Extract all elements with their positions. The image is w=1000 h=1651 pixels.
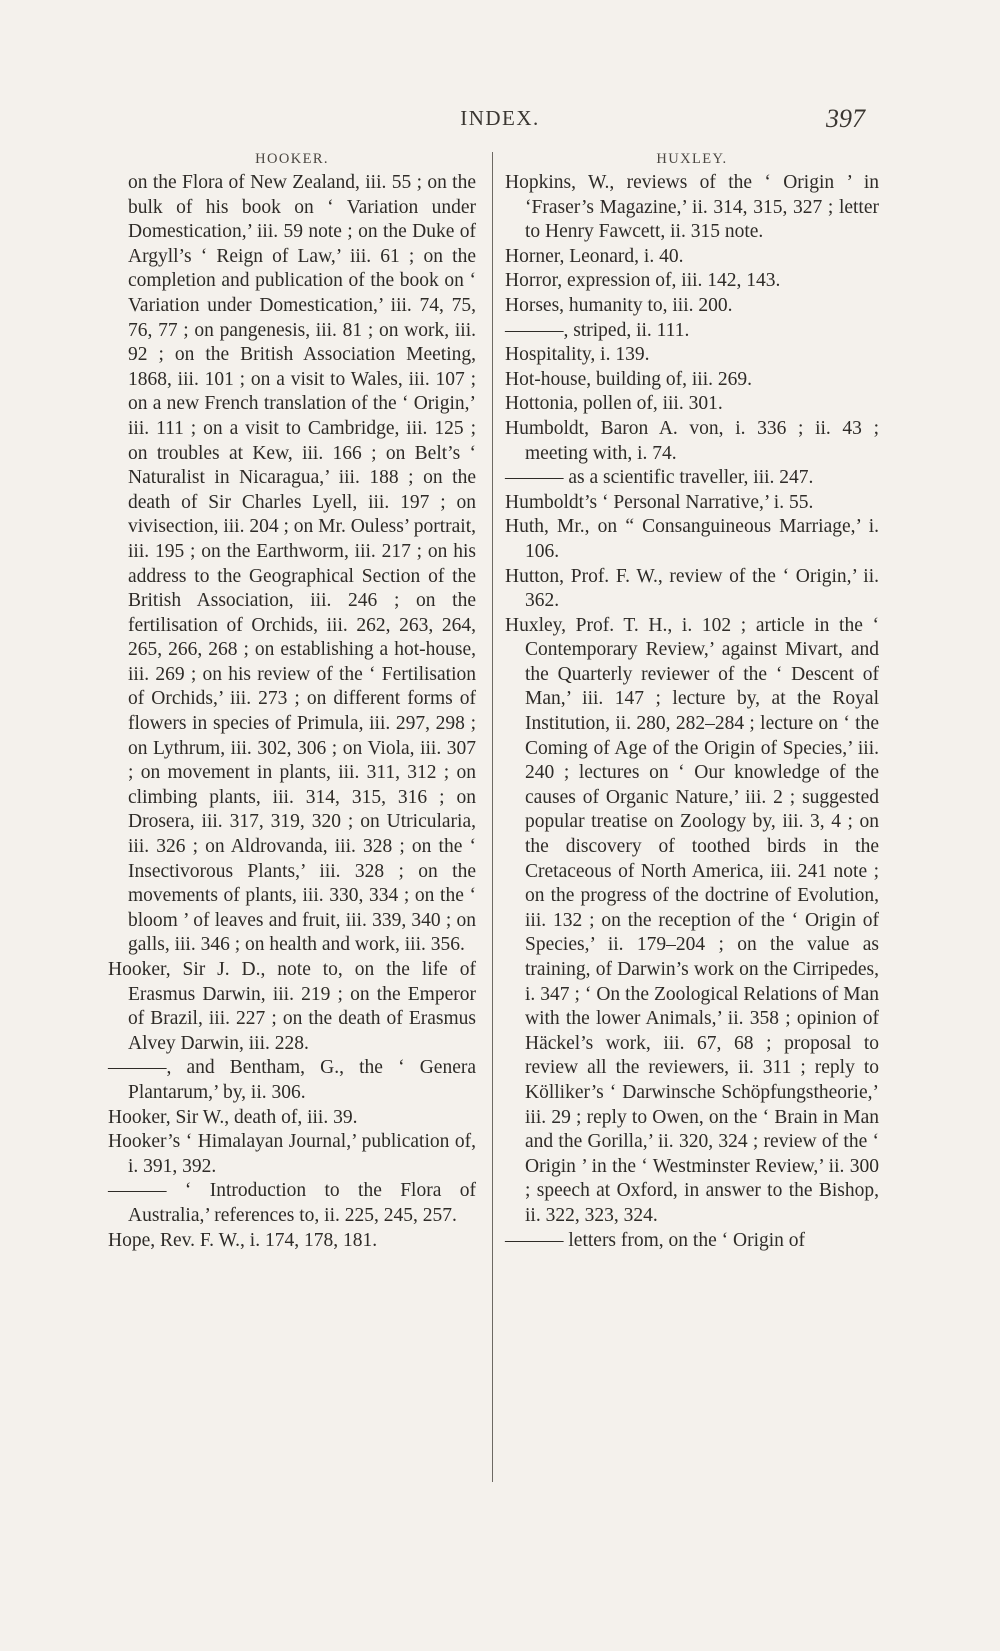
index-entry: Horner, Leonard, i. 40. <box>505 245 684 267</box>
index-entry: Hooker’s ‘ Himalayan Journal,’ publication of, i. 391, 392. <box>108 1131 476 1177</box>
index-entry: ——— as a scientific traveller, iii. 247. <box>505 467 814 489</box>
index-entry: Hospitality, i. 139. <box>505 344 650 366</box>
left-column <box>108 150 476 1253</box>
index-entry: Hooker, Sir J. D., note to, on the life of Erasmus Darwin, iii. 219 ; on the Emperor of Brazil, iii. 227 ; on the death of Erasmus Alvey Darwin, iii. 228. <box>108 959 476 1054</box>
index-entry: ———, and Bentham, G., the ‘ Genera Plantarum,’ by, ii. 306. <box>108 1057 476 1103</box>
index-entry: on the Flora of New Zealand, iii. 55 ; on the bulk of his book on ‘ Variation under Domestication,’ iii. 59 note ; on the Duke of Argyll’s ‘ Reign of Law,’ iii. 61 ; on the completion and publication of the book on ‘ Variation under Domestication,’ iii. 74, 75, 76, 77 ; on pangenesis, iii. 81 ; on work, iii. 92 ; on the British Association Meeting, 1868, iii. 101 ; on a visit to Wales, iii. 107 ; on a new French translation of the ‘ Origin,’ iii. 111 ; on a visit to Cambridge, iii. 125 ; on troubles at Kew, iii. 166 ; on Belt’s ‘ Naturalist in Nicaragua,’ iii. 188 ; on the death of Sir Charles Lyell, iii. 197 ; on vivisection, iii. 204 ; on Mr. Ouless’ portrait, iii. 195 ; on the Earthworm, iii. 217 ; on his address to the Geographical Section of the British Association, iii. 246 ; on the fertilisation of Orchids, iii. 262, 263, 264, 265, 266, 268 ; on establishing a hot-house, iii. 269 ; on his review of the ‘ Fertilisation of Orchids,’ iii. 273 ; on different forms of flowers in species of Primula, iii. 297, 298 ; on Lythrum, iii. 302, 306 ; on Viola, iii. 307 ; on movement in plants, iii. 311, 312 ; on climbing plants, iii. 314, 315, 316 ; on Drosera, iii. 317, 319, 320 ; on Utricularia, iii. 326 ; on Aldrovanda, iii. 328 ; on the ‘ Insectivorous Plants,’ iii. 328 ; on the movements of plants, iii. 330, 334 ; on the ‘ bloom ’ of leaves and fruit, iii. 339, 340 ; on galls, iii. 346 ; on health and work, iii. 356. <box>128 172 476 956</box>
index-entry: Huth, Mr., on “ Consanguineous Marriage,’ i. 106. <box>505 516 879 562</box>
index-entry: Humboldt, Baron A. von, i. 336 ; ii. 43 ; meeting with, i. 74. <box>505 417 879 464</box>
index-entry: ——— letters from, on the ‘ Origin of <box>505 1229 806 1251</box>
index-entry: Huxley, Prof. T. H., i. 102 ; article in the ‘ Contemporary Review,’ against Mivart, and the Quarterly reviewer of the ‘ Descent of Man,’ iii. 147 ; lecture by, at the Royal Institution, ii. 280, 282–284 ; lecture on ‘ the Coming of Age of the Origin of Species,’ iii. 240 ; lectures on ‘ Our knowledge of the causes of Organic Nature,’ iii. 2 ; suggested popular treatise on Zoology by, iii. 3, 4 ; on the discovery of toothed birds in the Cretaceous of North America, iii. 241 note ; on the progress of the doctrine of Evolution, iii. 132 ; on the reception of the ‘ Origin of Species,’ ii. 179–204 ; on the value as training, of Darwin’s work on the Cirripedes, i. 347 ; ‘ On the Zoological Relations of Man with the lower Animals,’ ii. 358 ; opinion of Häckel’s work, iii. 67, 68 ; proposal to review all the reviewers, ii. 311 ; reply to Kölliker’s ‘ Darwinsche Schöpfungstheorie,’ iii. 29 ; reply to Owen, on the ‘ Brain in Man and the Gorilla,’ ii. 320, 324 ; review of the ‘ Origin ’ in the ‘ Westminster Review,’ ii. 300 ; speech at Oxford, in answer to the Bishop, ii. 322, 323, 324. <box>505 614 879 1226</box>
column-divider <box>492 152 493 1482</box>
index-entry: Hot-house, building of, iii. 269. <box>505 368 752 390</box>
page-number: 397 <box>826 104 865 133</box>
index-entry: Horror, expression of, iii. 142, 143. <box>505 270 781 292</box>
index-entry: Humboldt’s ‘ Personal Narrative,’ i. 55. <box>505 491 814 513</box>
index-entry: Hutton, Prof. F. W., review of the ‘ Origin,’ ii. 362. <box>505 565 879 612</box>
index-entry: Hottonia, pollen of, iii. 301. <box>505 393 723 415</box>
index-entry: ——— ‘ Introduction to the Flora of Australia,’ references to, ii. 225, 245, 257. <box>108 1180 476 1226</box>
index-entry: Hopkins, W., reviews of the ‘ Origin ’ in ‘Fraser’s Magazine,’ ii. 314, 315, 327 ; letter to Henry Fawcett, ii. 315 note. <box>505 172 879 243</box>
left-column-heading: HOOKER. <box>255 151 329 167</box>
index-entry: Horses, humanity to, iii. 200. <box>505 294 733 316</box>
index-entry: Hope, Rev. F. W., i. 174, 178, 181. <box>108 1229 378 1251</box>
index-entry: Hooker, Sir W., death of, iii. 39. <box>108 1106 358 1128</box>
right-column <box>505 150 879 1253</box>
running-title: INDEX. <box>460 106 540 130</box>
right-column-heading: HUXLEY. <box>656 151 728 167</box>
index-entry: ———, striped, ii. 111. <box>505 319 690 341</box>
